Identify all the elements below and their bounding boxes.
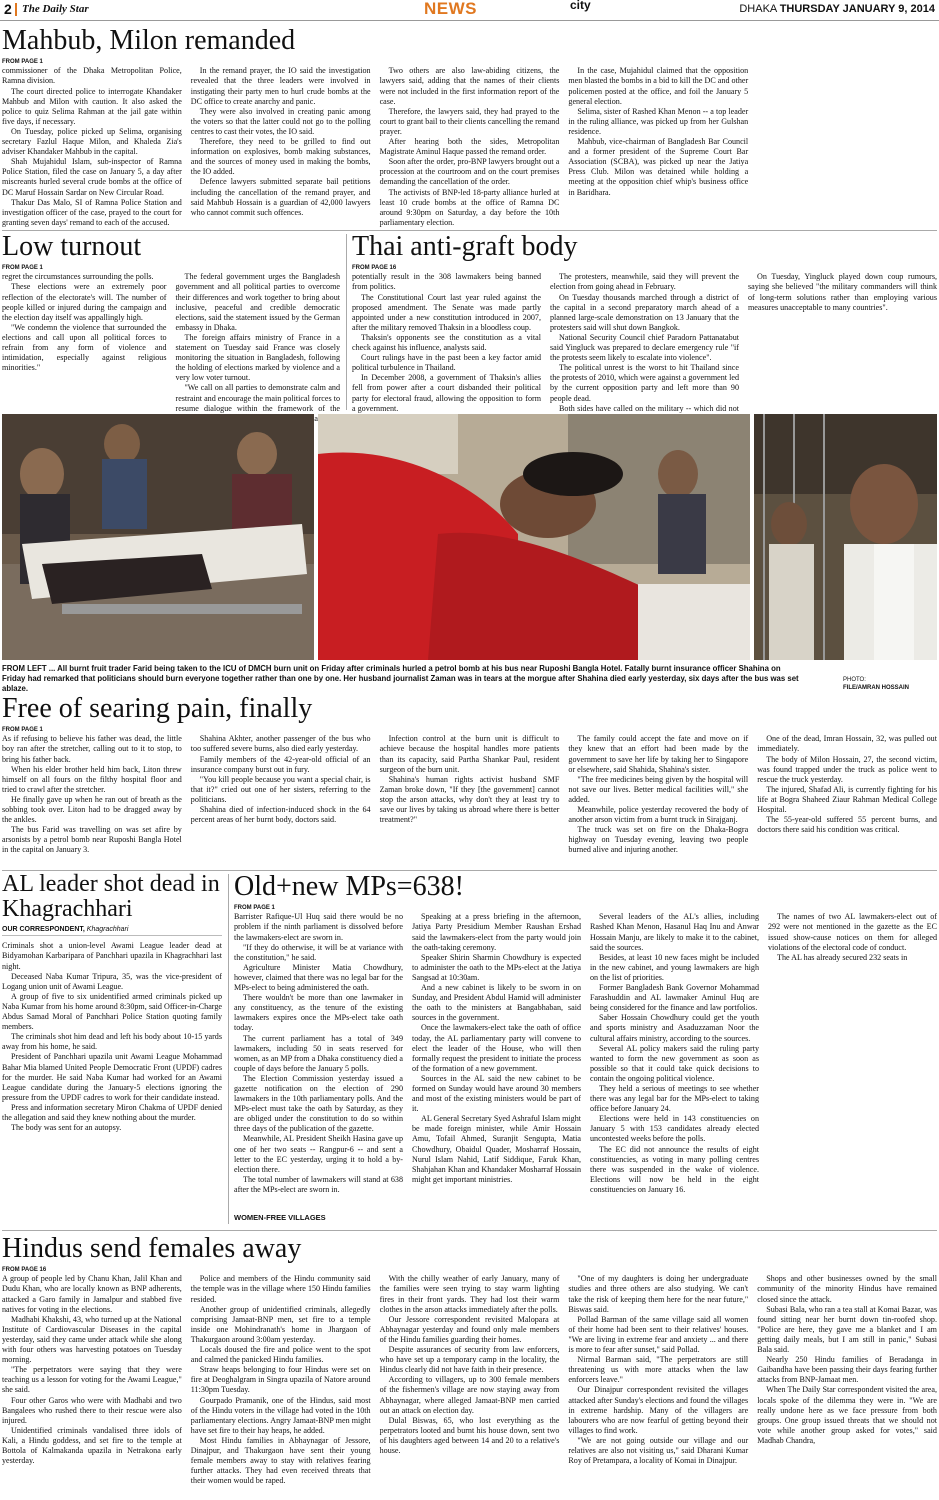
story-column (234, 912, 403, 1217)
paragraph: On Tuesday thousands marched through a district of the capital in a second preparatory march ahead of a planned large-scale demonstration on 13 January that the protesters said will shut down Bangkok. (550, 292, 739, 332)
story-columns (352, 272, 937, 422)
paragraph: Shahina Akhter, another passenger of the bus who too suffered severe burns, also died early yesterday. (190, 734, 371, 754)
paragraph: Shops and other businesses owned by the small community of the minority Hindus have remained closed since the attack. (757, 1274, 937, 1304)
paragraph: Deceased Naba Kumar Tripura, 35, was the vice-president of Logang union unit of Awami League. (2, 971, 222, 991)
paragraph: The injured, Shafad Ali, is currently fighting for his life at Bogra Shaheed Ziaur Rahman Medical College Hospital. (757, 784, 937, 815)
story-column (757, 734, 937, 862)
paragraph: A group of people led by Chanu Khan, Jalil Khan and Dudu Khan, who are locally known as BNP adherents, attacked a Garo family in Jamalpur and stabbed five natives for voting in the elections. (2, 1274, 182, 1314)
paragraph: In the case, Mujahidul claimed that the opposition men blasted the bombs in a bid to kill the DC and other policemen posted at the office, and foil the January 5 general election. (568, 66, 749, 106)
paragraph: Therefore, the lawyers said, they had prayed to the court to grant bail to their clients cancelling the remand prayer. (379, 106, 560, 136)
divider (228, 874, 229, 1224)
paragraph: Selima, sister of Rashed Khan Menon -- a top leader in the ruling alliance, was picked up from her Gulshan residence. (568, 106, 749, 136)
dateline-place: DHAKA (739, 3, 777, 15)
paragraph: The family could accept the fate and move on if they knew that an effort had been made by the government to save her life by taking her to Singapore or elsewhere, said Shahida, Shahina's sister. (568, 734, 749, 774)
paragraph: In the remand prayer, the IO said the investigation revealed that the three leaders were involved in instigating their party men to hurl crude bombs at the DC office to create anarchy and panic. (190, 66, 371, 106)
story-column (568, 734, 748, 862)
story-searing (2, 694, 937, 868)
paragraph: Therefore, they need to be grilled to find out information on explosives, bomb making substances, and the sources of money used in making the bombs, the IO added. (190, 137, 371, 177)
story-column (2, 734, 182, 862)
paragraph: National Security Council chief Paradorn Pattanatabut said Yingluck was prepared to declare emergency rule "if the protests seem likely to escalate into violence". (550, 332, 739, 363)
paragraph: "The free medicines being given by the hospital will not save our lives. Better medical facilities will," she added. (568, 774, 749, 804)
city-label: city (570, 0, 591, 12)
paragraph: Despite assurances of security from law enforcers, who have set up a temporary camp in the locality, the Hindus clearly did not have faith in their presence. (379, 1345, 560, 1375)
paragraph: "We call on all parties to demonstrate calm and restraint and encourage the main political forces to resume dialogue within the framework of the (175, 383, 340, 413)
story-column (412, 912, 581, 1217)
paragraph: Thaksin's opponents see the constitution as a vital check against his influence, analysts said. (352, 332, 541, 353)
paragraph: The criminals shot him dead and left his body about 10-15 yards away from his home, he said. (2, 1032, 222, 1052)
story-low-turnout (2, 231, 340, 413)
paragraph: Shahina's human rights activist husband SMF Zaman broke down, "If they [the government] cannot stop the arson attacks, why don't they at least try to save our lives by taking us abroad where there is better treatment?" (379, 774, 560, 825)
paragraph: Several leaders of the AL's allies, including Rashed Khan Menon, Hasanul Haq Inu and Anwar Hossain Manju, are likely to make it to the cabinet, said the sources. (590, 912, 759, 952)
paragraph: On Tuesday, Yingluck played down coup rumours, saying she believed "the military commanders will think of long-term solutions rather than employing various measures unacceptable to many countries". (748, 272, 937, 312)
story-khagrachhari (2, 872, 222, 1224)
headline-low-turnout: Low turnout (2, 231, 142, 262)
story-column (380, 66, 560, 238)
story-thai (352, 231, 937, 413)
paragraph: Meanwhile, police yesterday recovered the body of another arson victim from a burnt truck in Sirajganj. (568, 805, 749, 825)
paragraph: Shah Mujahidul Islam, sub-inspector of Ramna Police Station, filed the case on January 5, a day after miscreants hurled several crude bombs at the office of DC Maruf Hossain Sardar on New Circular Road. (2, 157, 182, 197)
paragraph: Meanwhile, AL President Sheikh Hasina gave up one of her two seats -- Rangpur-6 -- and sent a letter to the EC yesterday, urging it to hold a by-election there. (234, 1134, 403, 1174)
jump-label: FROM PAGE 1 (234, 905, 275, 912)
story-columns (2, 66, 937, 238)
paragraph: Several AL policy makers said the ruling party wanted to form the new government as soon as possible so that it could take quick decisions to contain the ongoing political violence. (590, 1043, 759, 1083)
paragraph: Another group of unidentified criminals, allegedly comprising Jamaat-BNP men, set fire to a temple inside one Mohindranath's home in Jhargaon of Thakurgaon around 3:00am yesterday. (190, 1304, 371, 1344)
paragraph: Two others are also law-abiding citizens, the lawyers said, adding that the names of their clients were not included in the first information report of the case. (379, 66, 560, 106)
jump-label: FROM PAGE 16 (352, 265, 397, 272)
paragraph: There wouldn't be more than one lawmaker in any constituency, as the tenure of the existing lawmakers expires once the MPs-elect take oath today. (234, 993, 403, 1033)
masthead: The Daily Star (22, 3, 89, 15)
paragraph: Locals doused the fire and police went to the spot and calmed the panicked Hindu families. (190, 1345, 371, 1365)
paragraph: "You kill people because you want a special chair, is that it?" cried out one of her sisters, referring to the politicians. (190, 774, 371, 804)
paragraph: The activists of BNP-led 18-party alliance hurled at least 10 crude bombs at the office of Ramna DC around 9:30pm on Saturday, a day before the 10th parliamentary election. (379, 187, 560, 227)
paragraph: The body was sent for an autopsy. (11, 1123, 122, 1133)
paragraph: Pollad Barman of the same village said all women of their home had been sent to their relatives' houses. "We are living in extreme fear and anxiety ... and there is more to fear after sunset," said Pollad. (568, 1314, 749, 1355)
dateline (739, 3, 935, 15)
story-column (2, 1274, 182, 1492)
paragraph: These elections were an extremely poor reflection of the electorate's will. The number of people killed or injured during the campaign and the election day itself was appallingly high. (2, 282, 167, 322)
photo-strip (2, 414, 937, 660)
credit-name: FILE/AMRAN HOSSAIN (843, 685, 909, 691)
paragraph: Sources in the AL said the new cabinet to be formed on Sunday would have around 30 members and most of the existing ministers would be part of it. (412, 1073, 581, 1114)
paragraph: "The perpetrators were saying that they were teaching us a lesson for voting for the Awami League," she said. (2, 1365, 182, 1395)
story-mahbub (2, 26, 937, 227)
photo-zaman (754, 414, 937, 660)
paragraph: According to villagers, up to 300 female members of the fishermen's village are now staying away from Abhaynagar, where alleged Jamaat-BNP men carried out an attack on election day. (379, 1375, 560, 1415)
byline (2, 926, 222, 936)
jump-label: FROM PAGE 16 (2, 1267, 47, 1274)
headline-khagrachhari: AL leader shot dead in Khagrachhari (2, 871, 220, 923)
paragraph: The protesters, meanwhile, said they will prevent the election from going ahead in February. (550, 272, 739, 292)
paragraph: Our Dinajpur correspondent revisited the villages attacked after Sunday's elections and found the villages in extreme hardship. Many of the villagers are labourers who are now fearful of getting beyond their villages to find work. (568, 1385, 749, 1435)
paragraph: He finally gave up when he ran out of breath as the sobbing took over. Liton had to be dragged away by the ankles. (2, 794, 182, 825)
story-column (2, 66, 182, 238)
photo-caption: FROM LEFT ... All burnt fruit trader Farid being taken to the ICU of DMCH burn unit on Friday after criminals hurled a petrol bomb at his bus near Ruposhi Bangla Hotel. Fatally burnt insurance officer Shahina on Friday had remarked that politicians should burn everyone together rather than one by one. Her husband journalist Zaman was in tears at the morgue after Shahina died early yesterday, six days after the bus was set ablaze. (2, 664, 799, 693)
paragraph: On Tuesday, police picked up Selima, organising secretary Fazlul Haque Milon, and Khaleda Zia's adviser Khandaker Mahbub in the capital. (2, 126, 182, 157)
paragraph: "One of my daughters is doing her undergraduate studies and three others are also studying. We can't take the risk of keeping them here for the near future," Biswas said. (568, 1274, 749, 1314)
paragraph: Saber Hossain Chowdhury could get the youth and sports ministry and Asaduzzaman Noor the cultural affairs ministry, according to the sources. (590, 1013, 759, 1043)
story-column (176, 272, 341, 422)
paragraph: commissioner of the Dhaka Metropolitan Police, Ramna division. (2, 66, 182, 86)
paragraph: AL General Secretary Syed Ashraful Islam might be made foreign minister, while Amir Hossain Amu, Tofail Ahmed, Suranjit Sengupta, Matia Chowdhury, Obaidul Quader, Mosharraf Hossain, Nurul Islam Nahid, Latif Siddique, Faruk Khan, Shahjahan Khan and Khandaker Mosharraf Hossain might get important ministries. (412, 1114, 581, 1184)
paragraph: They were also involved in creating panic among the voters so that the latter could not go to the polling centres to cast their votes, the IO said. (190, 106, 371, 136)
paragraph: Shahina died of infection-induced shock in the 64 percent areas of her burnt body, doctors said. (190, 805, 371, 825)
paragraph: Police and members of the Hindu community said the temple was in the village where 150 Hindu families resided. (190, 1274, 371, 1304)
subhead: WOMEN-FREE VILLAGES (234, 1213, 326, 1222)
paragraph: The EC did not announce the results of eight constituencies, as voting in many polling centres there was suspended in the wake of violence. Elections will now be held in the eight constituencies on January 16. (590, 1144, 759, 1194)
story-hindus (2, 1234, 937, 1498)
divider (2, 1230, 937, 1231)
byline-label: OUR CORRESPONDENT, (2, 926, 85, 934)
paragraph: Most Hindu families in Abhaynagar of Jessore, Dinajpur, and Thakurgaon have sent their young female members away to stay with relatives fearing further attacks. They had even received threats that their women would be raped. (190, 1435, 371, 1486)
story-columns (234, 912, 937, 1217)
paragraph: After hearing both the sides, Metropolitan Magistrate Aminul Haque passed the remand order. (379, 137, 560, 157)
paragraph: Speaker Shirin Sharmin Chowdhury is expected to administer the oath to the MPs-elect at the Jatiya Sangsad at 10:30am. (412, 952, 581, 982)
paragraph: The federal government urges the Bangladesh government and all political parties to overcome their differences and work together to bring about inclusive, peaceful and credible democratic elections, said the statement issued by the German embassy in Dhaka. (175, 272, 340, 332)
page-number: 2 (4, 1, 12, 17)
photo-shahina (318, 414, 750, 660)
paragraph: They held a serious of meetings to see whether there was any legal bar for the MPs-elect to taking office before January 24. (590, 1083, 759, 1114)
headline-mps: Old+new MPs=638! (234, 871, 464, 902)
paragraph: Mahbub, vice-chairman of Bangladesh Bar Council and a former president of the Supreme Court Bar Association (SCBA), was picked up near the Jatiya Press Club. Milon was detained while holding a meeting at the opposition chief whip's business office in Baridhara. (568, 137, 749, 197)
paragraph: As if refusing to believe his father was dead, the little boy ran after the stretcher, calling out to it to stop, to bring his father back. (2, 734, 182, 764)
paragraph: With the chilly weather of early January, many of the families were seen trying to stay warm lighting fires in their front yards. They had lost their warm clothes in the arson attacks immediately after the polls. (379, 1274, 560, 1314)
paragraph: Barrister Rafique-Ul Huq said there would be no problem if the ninth parliament is dissolved before the lawmakers-elect are sworn in. (234, 912, 403, 942)
paragraph: Besides, at least 10 new faces might be included in the new cabinet, and young lawmakers are high on the list of priorities. (590, 952, 759, 982)
story-column (757, 1274, 937, 1492)
paragraph: Family members of the 42-year-old official of an insurance company burst out in fury. (190, 754, 371, 774)
story-column (352, 272, 541, 422)
paragraph: Press and information secretary Miron Chakma of UPDF denied the allegation and said they knew nothing about the murder. (2, 1102, 222, 1122)
story-mps (234, 872, 937, 1224)
story-column (590, 912, 759, 1217)
page-header (0, 0, 939, 21)
paragraph: "If they do otherwise, it will be at variance with the constitution," he said. (234, 942, 403, 962)
paragraph: Unidentified criminals vandalised three idols of Kali, a Hindu goddess, and set fire to the temple at Bottola of Kalmakanda upazila in Netrakona early yesterday. (2, 1425, 182, 1466)
paragraph: Speaking at a press briefing in the afternoon, Jatiya Party Presidium Member Raushan Ershad said the lawmakers-elect from the party would join the oath-taking ceremony. (412, 912, 581, 952)
paragraph: Dulal Biswas, 65, who lost everything as the perpetrators looted and burnt his house down, sent two of his daughters aged between 14 and 20 to a relative's house. (379, 1415, 560, 1455)
paragraph: Straw heaps belonging to four Hindus were set on fire at Deoghalgram in Singra upazila of Natore around 11:30pm Tuesday. (190, 1365, 371, 1395)
paragraph: Elections were held in 143 constituencies on January 5 with 153 candidates already elected uncontested weeks before the polls. (590, 1114, 759, 1144)
paragraph: The court directed police to interrogate Khandaker Mahbub and Milon with caution. It also asked the police to quiz Selima Rahman at the jail gate within five days, if necessary. (2, 86, 182, 126)
paragraph: Both sides have called on the military -- which did not (559, 403, 739, 413)
story-columns (2, 941, 222, 1221)
headline-mahbub: Mahbub, Milon remanded (2, 25, 296, 56)
story-column (191, 1274, 371, 1492)
headline-searing: Free of searing pain, finally (2, 693, 313, 724)
paragraph: regret the circumstances surrounding the polls. (2, 272, 154, 282)
jump-label: FROM PAGE 1 (2, 59, 43, 66)
dateline-date: THURSDAY JANUARY 9, 2014 (779, 3, 935, 15)
paragraph: Four other Garos who were with Madhabi and two Bangalees who rushed there to their rescue were also injured. (2, 1395, 182, 1425)
story-column (191, 66, 371, 238)
story-column (191, 734, 371, 862)
paragraph: In December 2008, a government of Thaksin's allies fell from power after a court disbanded their political party for electoral fraud, allowing the opposition to form a government. (352, 373, 541, 413)
headline-thai: Thai anti-graft body (352, 231, 578, 262)
credit-label: PHOTO: (843, 677, 866, 683)
paragraph: The body of Milon Hossain, 27, the second victim, was found trapped under the truck as police went to rescue the truck yesterday. (757, 754, 937, 784)
paragraph: potentially result in the 308 lawmakers being banned from politics. (352, 272, 541, 292)
story-column (2, 272, 167, 422)
paragraph: The AL has already secured 232 seats in (777, 952, 908, 962)
paragraph: The Election Commission yesterday issued a gazette notification on the election of 290 lawmakers in the 10th parliamentary polls. And the MPs-elect must take the oath by Saturday, as they are obliged under the constitution to do so within three days of the publication of the gazette. (234, 1073, 403, 1134)
paragraph: Once the lawmakers-elect take the oath of office today, the AL parliamentary party will convene to elect the leader of the House, who will then formally request the president to initiate the process of the formation of a new government. (412, 1023, 581, 1073)
paragraph: The political unrest is the worst to hit Thailand since the protests of 2010, which were against a government led by the current opposition party and left more than 90 people dead. (550, 363, 739, 403)
paragraph: Former Bangladesh Bank Governor Mohammad Farashuddin and AL lawmaker Aminul Huq are being considered for the finance and law portfolios. (590, 983, 759, 1013)
paragraph: "We are not going outside our village and our relatives are also not visiting us," said Dharani Kumar Roy of Pretampara, a locality of Komai in Dinajpur. (568, 1435, 749, 1466)
paragraph: The Constitutional Court last year ruled against the proposed amendment. The Senate was made partly appointed under a new constitution introduced in 2007, after the military removed Thaksin in a bloodless coup. (352, 292, 541, 332)
paragraph: The truck was set on fire on the Dhaka-Bogra highway on Tuesday evening, leaving two people burned alive and injuring another. (568, 825, 749, 855)
paragraph: Thakur Das Malo, SI of Ramna Police Station and investigation officer of the case, prayed to the court for granting seven days' remand to each of the accused. (2, 197, 182, 227)
paragraph: Court rulings have in the past been a key factor amid political turbulence in Thailand. (352, 353, 541, 373)
paragraph: Nearly 250 Hindu families of Beradanga in Gaibandha have been passing their days fearing further attacks from BNP-Jamaat men. (757, 1355, 937, 1385)
paragraph: The 55-year-old suffered 55 percent burns, and doctors there said his condition was critical. (757, 815, 937, 835)
photo-credit (843, 676, 909, 692)
paragraph: The current parliament has a total of 349 lawmakers, including 50 in seats reserved for women, as an MP from a Dhaka constituency died a couple of days before the January 5 polls. (234, 1033, 403, 1073)
paragraph: Madhabi Khakshi, 43, who turned up at the National Institute of Cardiovascular Diseases in the capital yesterday, said they came under attack while she along with four others was harvesting potatoes on Tuesday morning. (2, 1314, 182, 1365)
paragraph: One of the dead, Imran Hossain, 32, was pulled out immediately. (757, 734, 937, 754)
photo-stretcher (2, 414, 314, 660)
paragraph: Soon after the order, pro-BNP lawyers brought out a procession at the courtroom and on the court premises demanding the cancellation of the order. (379, 157, 560, 187)
paragraph: The total number of lawmakers will stand at 638 after the MPs-elect are sworn in. (234, 1174, 403, 1194)
paragraph: The names of two AL lawmakers-elect out of 292 were not mentioned in the gazette as the EC issued show-cause notices on them for alleged violations of the electoral code of conduct. (768, 912, 937, 952)
story-columns (2, 272, 340, 422)
byline-place: Khagrachhari (86, 926, 129, 934)
divider (346, 234, 347, 410)
story-column (757, 66, 937, 238)
paragraph: A group of five to six unidentified armed criminals picked up Naba Kumar from his home around 8:30pm, said Officer-in-Charge Abdus Samad Moral of Panchhari Police Station quoting family members. (2, 991, 222, 1032)
story-columns (2, 734, 937, 862)
story-column (550, 272, 739, 422)
paragraph: Nirmal Barman said, "The perpetrators are still threatening us with more attacks when the law enforcers leave." (568, 1355, 749, 1385)
section-label: NEWS (424, 0, 477, 18)
story-column (380, 734, 560, 862)
paragraph: Infection control at the burn unit is difficult to achieve because the hospital handles more patients than its capacity, said Partha Shankar Paul, resident surgeon of the burn unit. (379, 734, 560, 774)
paragraph: Criminals shot a union-level Awami League leader dead at Bidyamohan Karbaripara of Panchhari upazila in Khagrachhari last night. (2, 941, 222, 971)
jump-label: FROM PAGE 1 (2, 727, 43, 734)
paragraph: The bus Farid was travelling on was set afire by arsonists by a petrol bomb near Ruposhi Bangla Hotel in the capital on January 3. (2, 825, 182, 855)
story-column (568, 66, 748, 238)
paragraph: When his elder brother held him back, Liton threw himself on all fours on the filthy hospital floor and tried to crawl after the stretcher. (2, 764, 182, 794)
paragraph: Defence lawyers submitted separate bail petitions including the cancellation of the remand prayer, and said Mahbub Hossain is a guardian of 42,000 lawyers who cannot commit such offences. (190, 177, 371, 217)
story-column (380, 1274, 560, 1492)
paragraph: And a new cabinet is likely to be sworn in on Sunday, and President Abdul Hamid will administer the oath to the ministers at Bangabhaban, said sources in the government. (412, 983, 581, 1023)
story-column (768, 912, 937, 1217)
story-column (748, 272, 937, 422)
paragraph: Subasi Bala, who ran a tea stall at Komai Bazar, was found sitting near her burnt down tin-roofed shop. "Police are here, they gave me a blanket and I am getting daily meals, but I am still in panic," Subasi Bala said. (757, 1304, 937, 1355)
paragraph: Gourpado Pramanik, one of the Hindus, said most of the Hindu voters in the village had voted in the 10th parliamentary elections. Angry Jamaat-BNP men might have set fire to their hay heaps, he added. (190, 1395, 371, 1435)
story-columns (2, 1274, 937, 1492)
headline-hindus: Hindus send females away (2, 1233, 302, 1264)
paragraph: When The Daily Star correspondent visited the area, locals spoke of the dilemma they were in. "We are really undone here as we face pressure from both groups. One group issued threats that we should not vote while another group asked for votes," said Madhab Chandra, (757, 1385, 937, 1445)
jump-label: FROM PAGE 1 (2, 265, 43, 272)
paragraph: Agriculture Minister Matia Chowdhury, however, claimed that there was no legal bar for the MPs-elect to being administered the oath. (234, 962, 403, 993)
story-column (568, 1274, 748, 1492)
story-column (2, 941, 222, 1221)
paragraph: Our Jessore correspondent revisited Malopara at Abhaynagar yesterday and found only male members of the Hindu families guarding their homes. (379, 1314, 560, 1344)
paragraph: "We condemn the violence that surrounded the elections and call upon all political forces to refrain from any form of violence and intimidation, especially against religious minorities." (2, 322, 167, 373)
paragraph: President of Panchhari upazila unit Awami League Mohammad Bahar Mia blamed United People Democratic Front (UPDF) cadres for the murder. He said Naba Kumar had worked for an Awami League candidate during the January-5 elections ignoring the pressure from the UPDF cadres to work for their candidate instead. (2, 1052, 222, 1102)
paragraph: The foreign affairs ministry of France in a statement on Tuesday said France was closely monitoring the situation in Bangladesh, following the holding of elections marked by violence and a very low voter turnout. (175, 332, 340, 383)
